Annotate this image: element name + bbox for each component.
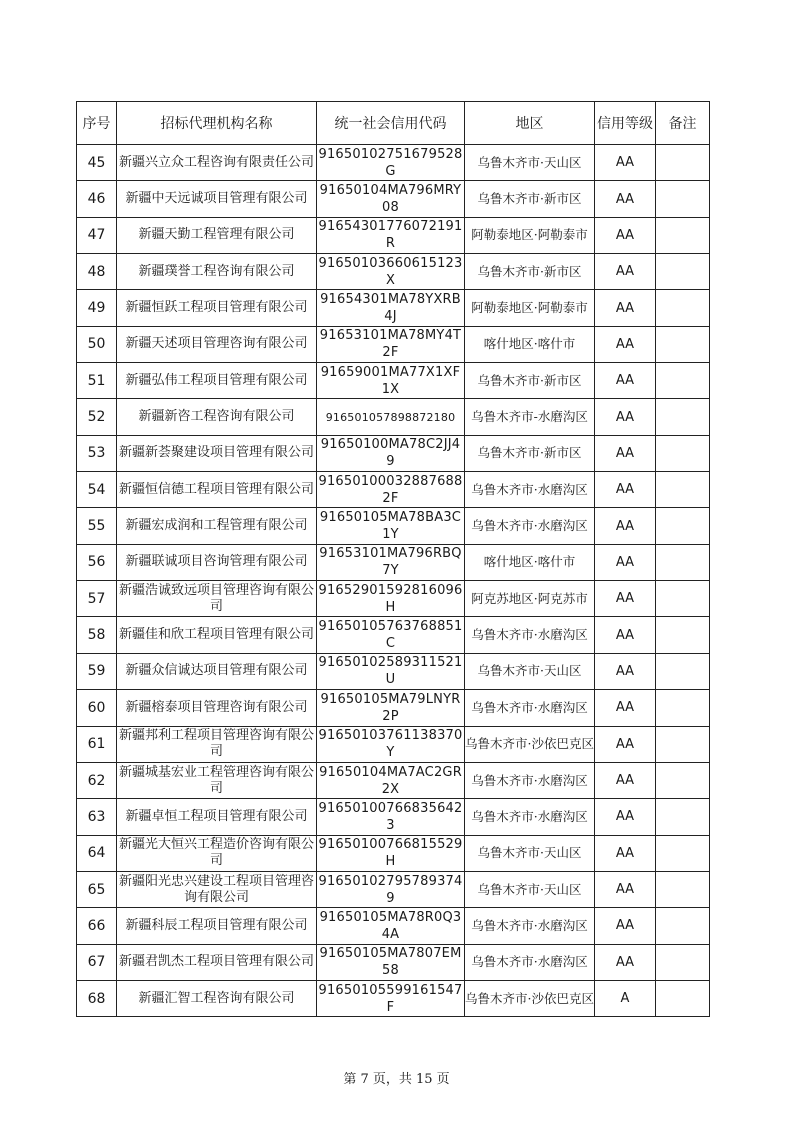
agency-name-cell: 新疆科辰工程项目管理有限公司 [117, 908, 317, 944]
row-number-cell: 58 [77, 617, 117, 653]
region-cell: 乌鲁木齐市·沙依巴克区 [465, 726, 595, 762]
credit-code-cell: 916501036606151​23X [317, 254, 465, 290]
row-number-cell: 47 [77, 217, 117, 253]
remark-cell [656, 363, 710, 399]
credit-grade-cell: AA [595, 508, 656, 544]
remark-cell [656, 508, 710, 544]
table-row [77, 181, 710, 217]
row-number-cell: 55 [77, 508, 117, 544]
credit-code-cell: 916501000328876882F [317, 472, 465, 508]
table-header-row [77, 102, 710, 145]
credit-code-cell: 916501037611383​70Y [317, 726, 465, 762]
credit-grade-cell: AA [595, 944, 656, 980]
credit-code-cell: 91654301MA78YXRB4J [317, 290, 465, 326]
credit-code-cell: 916501057898872180 [317, 399, 465, 435]
row-number-cell: 49 [77, 290, 117, 326]
remark-cell [656, 835, 710, 871]
credit-code-cell: 916529015928160​96H [317, 581, 465, 617]
credit-code-cell: 91650105MA78R0Q34A [317, 908, 465, 944]
row-number-cell: 67 [77, 944, 117, 980]
table-row [77, 653, 710, 689]
remark-cell [656, 544, 710, 580]
table-row [77, 726, 710, 762]
remark-cell [656, 690, 710, 726]
table-row [77, 980, 710, 1016]
remark-cell [656, 762, 710, 798]
header-region: 地区 [465, 102, 595, 145]
row-number-cell: 65 [77, 871, 117, 907]
table-row [77, 435, 710, 471]
region-cell: 乌鲁木齐市·水磨沟区 [465, 799, 595, 835]
remark-cell [656, 181, 710, 217]
table-row [77, 544, 710, 580]
agency-name-cell: 新疆城基宏业工程管理咨询有限公司 [117, 762, 317, 798]
table-row [77, 799, 710, 835]
credit-grade-cell: A [595, 980, 656, 1016]
credit-code-cell: 91659001MA77X1XF1X [317, 363, 465, 399]
credit-grade-cell: AA [595, 726, 656, 762]
region-cell: 喀什地区·喀什市 [465, 544, 595, 580]
table-row [77, 762, 710, 798]
table-row [77, 217, 710, 253]
credit-grade-cell: AA [595, 762, 656, 798]
remark-cell [656, 980, 710, 1016]
remark-cell [656, 653, 710, 689]
credit-grade-cell: AA [595, 181, 656, 217]
row-number-cell: 54 [77, 472, 117, 508]
row-number-cell: 51 [77, 363, 117, 399]
credit-code-cell: 916501027957893​749 [317, 871, 465, 907]
region-cell: 乌鲁木齐市·沙依巴克区 [465, 980, 595, 1016]
credit-code-cell: 916501007668356​423 [317, 799, 465, 835]
remark-cell [656, 908, 710, 944]
region-cell: 乌鲁木齐市·水磨沟区 [465, 944, 595, 980]
remark-cell [656, 254, 710, 290]
credit-grade-cell: AA [595, 581, 656, 617]
remark-cell [656, 726, 710, 762]
credit-grade-cell: AA [595, 690, 656, 726]
remark-cell [656, 145, 710, 181]
region-cell: 乌鲁木齐市·水磨沟区 [465, 472, 595, 508]
credit-grade-cell: AA [595, 908, 656, 944]
credit-grade-cell: AA [595, 217, 656, 253]
row-number-cell: 60 [77, 690, 117, 726]
row-number-cell: 62 [77, 762, 117, 798]
remark-cell [656, 581, 710, 617]
table-row [77, 145, 710, 181]
credit-code-cell: 916501057637688​51C [317, 617, 465, 653]
row-number-cell: 56 [77, 544, 117, 580]
remark-cell [656, 399, 710, 435]
remark-cell [656, 435, 710, 471]
agency-name-cell: 新疆榕泰项目管理咨询有限公司 [117, 690, 317, 726]
row-number-cell: 57 [77, 581, 117, 617]
agency-name-cell: 新疆恒跃工程项目管理有限公司 [117, 290, 317, 326]
credit-grade-cell: AA [595, 871, 656, 907]
table-row [77, 617, 710, 653]
row-number-cell: 52 [77, 399, 117, 435]
table-row [77, 581, 710, 617]
credit-grade-cell: AA [595, 363, 656, 399]
table-row [77, 363, 710, 399]
agency-name-cell: 新疆佳和欣工程项目管理有限公司 [117, 617, 317, 653]
table-row [77, 690, 710, 726]
header-name: 招标代理机构名称 [117, 102, 317, 145]
credit-code-cell: 916543017760721​91R [317, 217, 465, 253]
credit-grade-cell: AA [595, 799, 656, 835]
agency-name-cell: 新疆天述项目管理咨询有限公司 [117, 326, 317, 362]
remark-cell [656, 326, 710, 362]
table-row [77, 472, 710, 508]
row-number-cell: 61 [77, 726, 117, 762]
credit-code-cell: 91653101MA796RBQ7Y [317, 544, 465, 580]
agency-name-cell: 新疆新荟聚建设项目管理有限公司 [117, 435, 317, 471]
agency-name-cell: 新疆恒信德工程项目管理有限公司 [117, 472, 317, 508]
remark-cell [656, 217, 710, 253]
header-no: 序号 [77, 102, 117, 145]
agency-name-cell: 新疆弘伟工程项目管理有限公司 [117, 363, 317, 399]
table-row [77, 944, 710, 980]
header-note: 备注 [656, 102, 710, 145]
credit-code-cell: 916501025893115​21U [317, 653, 465, 689]
agency-name-cell: 新疆浩诚致远项目管理咨询有限公司 [117, 581, 317, 617]
credit-grade-cell: AA [595, 435, 656, 471]
row-number-cell: 63 [77, 799, 117, 835]
remark-cell [656, 799, 710, 835]
credit-grade-cell: AA [595, 145, 656, 181]
row-number-cell: 66 [77, 908, 117, 944]
header-grade: 信用等级 [595, 102, 656, 145]
credit-code-cell: 91650104MA7AC2GR2X [317, 762, 465, 798]
credit-grade-cell: AA [595, 617, 656, 653]
row-number-cell: 50 [77, 326, 117, 362]
credit-grade-cell: AA [595, 835, 656, 871]
table-row [77, 399, 710, 435]
region-cell: 喀什地区·喀什市 [465, 326, 595, 362]
row-number-cell: 68 [77, 980, 117, 1016]
region-cell: 乌鲁木齐市·天山区 [465, 145, 595, 181]
region-cell: 乌鲁木齐市·新市区 [465, 254, 595, 290]
region-cell: 乌鲁木齐市·水磨沟区 [465, 908, 595, 944]
credit-grade-cell: AA [595, 254, 656, 290]
region-cell: 乌鲁木齐市·水磨沟区 [465, 762, 595, 798]
credit-grade-cell: AA [595, 326, 656, 362]
credit-grade-cell: AA [595, 290, 656, 326]
agency-name-cell: 新疆中天远诚项目管理有限公司 [117, 181, 317, 217]
region-cell: 乌鲁木齐市·水磨沟区 [465, 690, 595, 726]
credit-grade-cell: AA [595, 399, 656, 435]
row-number-cell: 64 [77, 835, 117, 871]
row-number-cell: 59 [77, 653, 117, 689]
credit-code-cell: 91653101MA78MY4T2F [317, 326, 465, 362]
row-number-cell: 46 [77, 181, 117, 217]
credit-grade-cell: AA [595, 472, 656, 508]
credit-code-cell: 91650105MA78BA3C1Y [317, 508, 465, 544]
table-row [77, 326, 710, 362]
agency-name-cell: 新疆光大恒兴工程造价咨询有限公司 [117, 835, 317, 871]
row-number-cell: 53 [77, 435, 117, 471]
agency-name-cell: 新疆璞誉工程咨询有限公司 [117, 254, 317, 290]
credit-code-cell: 916501007668155​29H [317, 835, 465, 871]
region-cell: 乌鲁木齐市·新市区 [465, 435, 595, 471]
table-row [77, 871, 710, 907]
agency-name-cell: 新疆邦利工程项目管理咨询有限公司 [117, 726, 317, 762]
table-row [77, 508, 710, 544]
region-cell: 乌鲁木齐市·新市区 [465, 181, 595, 217]
credit-code-cell: 91650100MA78C2JJ49 [317, 435, 465, 471]
agency-name-cell: 新疆新咨工程咨询有限公司 [117, 399, 317, 435]
credit-code-cell: 91650104MA796MRY08 [317, 181, 465, 217]
region-cell: 阿勒泰地区·阿勒泰市 [465, 290, 595, 326]
agency-name-cell: 新疆众信诚达项目管理有限公司 [117, 653, 317, 689]
agency-name-cell: 新疆天勤工程管理有限公司 [117, 217, 317, 253]
agency-name-cell: 新疆君凯杰工程项目管理有限公司 [117, 944, 317, 980]
credit-code-cell: 916501055991615​47F [317, 980, 465, 1016]
header-code: 统一社会信用代码 [317, 102, 465, 145]
region-cell: 乌鲁木齐市·水磨沟区 [465, 617, 595, 653]
region-cell: 乌鲁木齐市·天山区 [465, 653, 595, 689]
table-row [77, 908, 710, 944]
table-row [77, 835, 710, 871]
region-cell: 乌鲁木齐市·新市区 [465, 363, 595, 399]
credit-grade-cell: AA [595, 544, 656, 580]
agency-name-cell: 新疆阳光忠兴建设工程项目管理咨询有限公司 [117, 871, 317, 907]
agency-name-cell: 新疆联诚项目咨询管理有限公司 [117, 544, 317, 580]
region-cell: 乌鲁木齐市·天山区 [465, 871, 595, 907]
remark-cell [656, 472, 710, 508]
region-cell: 阿克苏地区·阿克苏市 [465, 581, 595, 617]
table-row [77, 290, 710, 326]
credit-code-cell: 91650105MA79LNYR2P [317, 690, 465, 726]
remark-cell [656, 871, 710, 907]
agency-credit-table [76, 101, 710, 1017]
remark-cell [656, 617, 710, 653]
credit-code-cell: 91650105MA7807EM58 [317, 944, 465, 980]
agency-name-cell: 新疆卓恒工程项目管理有限公司 [117, 799, 317, 835]
region-cell: 乌鲁木齐市·天山区 [465, 835, 595, 871]
agency-name-cell: 新疆兴立众工程咨询有限责任公司 [117, 145, 317, 181]
credit-grade-cell: AA [595, 653, 656, 689]
region-cell: 乌鲁木齐市·水磨沟区 [465, 508, 595, 544]
row-number-cell: 48 [77, 254, 117, 290]
region-cell: 阿勒泰地区·阿勒泰市 [465, 217, 595, 253]
table-row [77, 254, 710, 290]
agency-name-cell: 新疆宏成润和工程管理有限公司 [117, 508, 317, 544]
row-number-cell: 45 [77, 145, 117, 181]
remark-cell [656, 290, 710, 326]
region-cell: 乌鲁木齐市-水磨沟区 [465, 399, 595, 435]
remark-cell [656, 944, 710, 980]
page-footer: 第 7 页，共 15 页 [343, 1072, 450, 1087]
credit-code-cell: 91650102751679528G [317, 145, 465, 181]
agency-name-cell: 新疆汇智工程咨询有限公司 [117, 980, 317, 1016]
